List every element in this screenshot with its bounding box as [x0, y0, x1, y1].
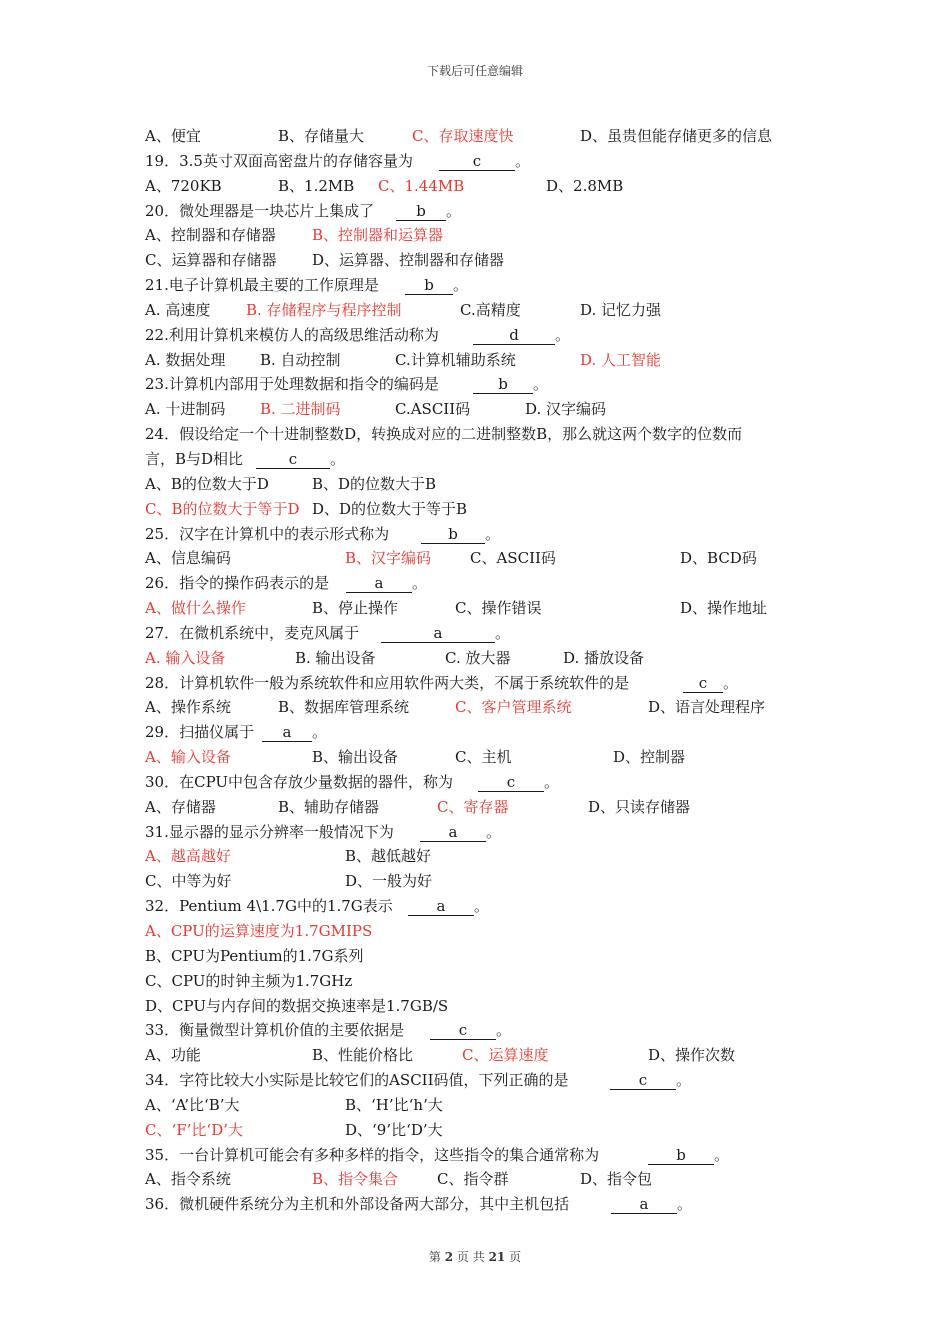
text-line [0, 919, 950, 944]
answer-blank [405, 273, 453, 298]
text-segment: D、BCD码 [680, 549, 757, 568]
answer-letter: c [439, 153, 515, 171]
text-segment: C.计算机辅助系统 [395, 350, 516, 369]
text-line [0, 994, 950, 1019]
text-line [0, 223, 950, 248]
correct-answer-text: B. 存储程序与程序控制 [246, 300, 402, 319]
text-segment: 言，B与D相比 [145, 449, 244, 468]
correct-answer-text: A、输入设备 [145, 748, 231, 767]
answer-blank [610, 1068, 676, 1093]
text-line [0, 745, 950, 770]
text-segment: B、输出设备 [312, 748, 399, 767]
text-segment: B. 自动控制 [260, 350, 341, 369]
text-line [0, 720, 950, 745]
text-segment: D、D的位数大于等于B [312, 499, 468, 518]
answer-letter: a [420, 824, 486, 842]
text-segment: B、停止操作 [312, 599, 399, 618]
answer-letter: a [408, 898, 474, 916]
text-segment: D、一般为好 [345, 872, 433, 891]
text-line [0, 1068, 950, 1093]
text-segment: C、CPU的时钟主频为1.7GHz [145, 971, 353, 990]
text-line [0, 671, 950, 696]
correct-answer-text: D. 人工智能 [580, 350, 662, 369]
text-segment: 。 [412, 574, 428, 593]
correct-answer-text: C、存取速度快 [412, 127, 514, 145]
text-segment: 30．在CPU中包含存放少量数据的器件，称为 [145, 772, 454, 791]
text-segment: B、越低越好 [345, 847, 432, 866]
correct-answer-text: C、运算速度 [462, 1046, 549, 1065]
text-segment: D、指令包 [580, 1170, 653, 1189]
text-line [0, 894, 950, 919]
text-segment: D、2.8MB [546, 176, 624, 195]
answer-letter: a [381, 625, 495, 643]
text-line [0, 372, 950, 397]
correct-answer-text: B、控制器和运算器 [312, 226, 444, 245]
footer-page-number: 2 [444, 1250, 454, 1264]
text-line [0, 174, 950, 199]
text-line [0, 1118, 950, 1143]
answer-blank [478, 770, 544, 795]
text-segment: 。 [474, 897, 490, 916]
text-segment: 。 [446, 201, 462, 220]
text-segment: A、操作系统 [145, 698, 231, 717]
answer-letter: a [346, 575, 412, 593]
text-line [0, 1192, 950, 1217]
text-segment: C、指令群 [437, 1170, 509, 1189]
text-segment: 。 [330, 449, 346, 468]
text-line [0, 770, 950, 795]
text-segment: 20．微处理器是一块芯片上集成了 [145, 201, 375, 220]
text-line [0, 869, 950, 894]
text-segment: C、运算器和存储器 [145, 251, 277, 270]
correct-answer-text: C、寄存器 [437, 797, 509, 816]
text-line [0, 124, 950, 149]
text-line [0, 422, 950, 447]
text-segment: C.高精度 [460, 300, 521, 319]
answer-blank [611, 1192, 677, 1217]
text-segment: 。 [533, 375, 549, 394]
correct-answer-text: C、B的位数大于等于D [145, 499, 300, 518]
correct-answer-text: A. 输入设备 [145, 648, 226, 667]
correct-answer-text: B、汉字编码 [345, 549, 432, 568]
text-segment: A、指令系统 [145, 1170, 231, 1189]
text-segment: B、1.2MB [278, 176, 355, 195]
text-segment: 。 [544, 772, 560, 791]
text-line [0, 497, 950, 522]
text-segment: A、‘A’比‘B’大 [145, 1095, 240, 1114]
text-line [0, 795, 950, 820]
text-line [0, 472, 950, 497]
text-line [0, 646, 950, 671]
text-line [0, 1018, 950, 1043]
text-line [0, 844, 950, 869]
text-segment: D、操作地址 [680, 599, 768, 618]
text-line [0, 1043, 950, 1068]
text-line [0, 695, 950, 720]
text-segment: C、主机 [455, 748, 512, 767]
answer-blank [346, 571, 412, 596]
text-segment: B、存储量大 [278, 127, 365, 145]
text-segment: A、720KB [145, 176, 222, 195]
text-segment: 。 [714, 1145, 730, 1164]
text-segment: 31.显示器的显示分辨率一般情况下为 [145, 822, 394, 841]
correct-answer-text: B、指令集合 [312, 1170, 399, 1189]
text-segment: 。 [312, 723, 328, 742]
text-segment: D、控制器 [613, 748, 686, 767]
text-segment: 。 [555, 325, 571, 344]
correct-answer-text: C、‘F’比‘D’大 [145, 1120, 243, 1139]
text-segment: 35．一台计算机可能会有多种多样的指令，这些指令的集合通常称为 [145, 1145, 600, 1164]
text-segment: D、运算器、控制器和存储器 [312, 251, 505, 270]
answer-blank [256, 447, 330, 472]
text-segment: C、操作错误 [455, 599, 542, 618]
text-segment: A. 高速度 [145, 300, 211, 319]
text-segment: 32．Pentium 4\1.7G中的1.7G表示 [145, 897, 393, 916]
text-segment: A、功能 [145, 1046, 201, 1065]
text-line [0, 348, 950, 373]
text-segment: C. 放大器 [445, 648, 511, 667]
footer-suffix: 页 [509, 1250, 522, 1264]
answer-letter: b [396, 203, 446, 221]
answer-letter: b [421, 526, 485, 544]
text-segment: A、控制器和存储器 [145, 226, 276, 245]
text-segment: 。 [723, 673, 739, 692]
answer-letter: c [478, 774, 544, 792]
answer-letter: c [683, 675, 723, 693]
text-segment: D. 播放设备 [563, 648, 645, 667]
answer-letter: c [256, 451, 330, 469]
text-line [0, 298, 950, 323]
answer-blank [439, 149, 515, 174]
text-segment: 。 [453, 276, 469, 295]
text-segment: A、信息编码 [145, 549, 231, 568]
text-segment: 。 [495, 623, 511, 642]
answer-blank [420, 820, 486, 845]
text-segment: 。 [485, 524, 501, 543]
footer-prefix: 第 [428, 1250, 441, 1264]
text-segment: 29．扫描仪属于 [145, 723, 255, 742]
answer-blank [421, 522, 485, 547]
text-segment: 34．字符比较大小实际是比较它们的ASCII码值，下列正确的是 [145, 1071, 569, 1090]
text-segment: D、操作次数 [648, 1046, 736, 1065]
answer-letter: a [611, 1196, 677, 1214]
text-segment: B、数据库管理系统 [278, 698, 410, 717]
answer-letter: c [430, 1022, 496, 1040]
text-segment: D. 汉字编码 [525, 400, 607, 419]
text-line [0, 149, 950, 174]
page-header: 下载后可任意编辑 [426, 64, 523, 78]
text-line [0, 820, 950, 845]
text-segment: D、‘9’比‘D’大 [345, 1120, 443, 1139]
text-line [0, 522, 950, 547]
answer-letter: c [610, 1072, 676, 1090]
answer-blank [408, 894, 474, 919]
text-line [0, 323, 950, 348]
text-segment: 19．3.5英寸双面高密盘片的存储容量为 [145, 151, 413, 170]
text-segment: 25．汉字在计算机中的表示形式称为 [145, 524, 390, 543]
text-segment: D、只读存储器 [588, 797, 691, 816]
answer-blank [262, 720, 312, 745]
text-segment: B、性能价格比 [312, 1046, 414, 1065]
text-segment: D、语言处理程序 [648, 698, 766, 717]
text-segment: 33．衡量微型计算机价值的主要依据是 [145, 1021, 405, 1040]
answer-blank [473, 372, 533, 397]
text-segment: A. 十进制码 [145, 400, 226, 419]
text-segment: D、CPU与内存间的数据交换速率是1.7GB/S [145, 996, 449, 1015]
text-segment: A、便宜 [145, 127, 201, 145]
text-segment: 21.电子计算机最主要的工作原理是 [145, 276, 379, 295]
text-line [0, 621, 950, 646]
text-segment: D、虽贵但能存储更多的信息 [580, 127, 773, 145]
answer-blank [648, 1143, 714, 1168]
text-segment: C、ASCII码 [470, 549, 556, 568]
answer-letter: b [648, 1147, 714, 1165]
text-segment: B、CPU为Pentium的1.7G系列 [145, 946, 364, 965]
text-line [0, 1093, 950, 1118]
answer-blank [683, 671, 723, 696]
text-line [0, 944, 950, 969]
text-line [0, 248, 950, 273]
text-segment: C、中等为好 [145, 872, 232, 891]
answer-blank [396, 199, 446, 224]
text-line [0, 1167, 950, 1192]
text-segment: 。 [515, 151, 531, 170]
text-segment: 。 [496, 1021, 512, 1040]
text-segment: B、D的位数大于B [312, 474, 437, 493]
text-line [0, 969, 950, 994]
text-segment: B、辅助存储器 [278, 797, 380, 816]
text-line [0, 571, 950, 596]
answer-blank [381, 621, 495, 646]
text-line [0, 546, 950, 571]
text-line [0, 596, 950, 621]
correct-answer-text: C、1.44MB [378, 176, 465, 195]
text-segment: A、存储器 [145, 797, 216, 816]
text-segment: A. 数据处理 [145, 350, 226, 369]
answer-letter: a [262, 724, 312, 742]
answer-letter: b [473, 376, 533, 394]
text-segment: B. 输出设备 [295, 648, 376, 667]
answer-letter: d [473, 327, 555, 345]
text-segment: D. 记忆力强 [580, 300, 662, 319]
text-segment: A、B的位数大于D [145, 474, 269, 493]
text-segment: 。 [486, 822, 502, 841]
text-segment: 24．假设给定一个十进制整数D，转换成对应的二进制整数B，那么就这两个数字的位数而 [145, 425, 743, 444]
correct-answer-text: B. 二进制码 [260, 400, 341, 419]
page-footer [0, 1248, 950, 1265]
correct-answer-text: C、客户管理系统 [455, 698, 572, 717]
answer-blank [473, 323, 555, 348]
text-line [0, 199, 950, 224]
text-segment: 。 [676, 1071, 692, 1090]
correct-answer-text: A、做什么操作 [145, 599, 246, 618]
text-line [0, 447, 950, 472]
text-segment: C.ASCII码 [395, 400, 471, 419]
text-line [0, 397, 950, 422]
text-segment: 。 [677, 1195, 693, 1214]
footer-middle: 页 共 [456, 1250, 485, 1264]
question-list [0, 124, 950, 1217]
correct-answer-text: A、越高越好 [145, 847, 231, 866]
text-segment: 22.利用计算机来模仿人的高级思维活动称为 [145, 325, 439, 344]
text-line [0, 1143, 950, 1168]
text-segment: 27．在微机系统中，麦克风属于 [145, 623, 360, 642]
footer-total-pages: 21 [488, 1250, 506, 1264]
text-segment: 26．指令的操作码表示的是 [145, 574, 330, 593]
text-segment: 28．计算机软件一般为系统软件和应用软件两大类，不属于系统软件的是 [145, 673, 630, 692]
correct-answer-text: A、CPU的运算速度为1.7GMIPS [145, 922, 373, 940]
text-line [0, 273, 950, 298]
answer-letter: b [405, 277, 453, 295]
text-segment: B、‘H’比‘h’大 [345, 1095, 443, 1114]
answer-blank [430, 1018, 496, 1043]
text-segment: 36．微机硬件系统分为主机和外部设备两大部分，其中主机包括 [145, 1195, 570, 1214]
text-segment: 23.计算机内部用于处理数据和指令的编码是 [145, 375, 439, 394]
